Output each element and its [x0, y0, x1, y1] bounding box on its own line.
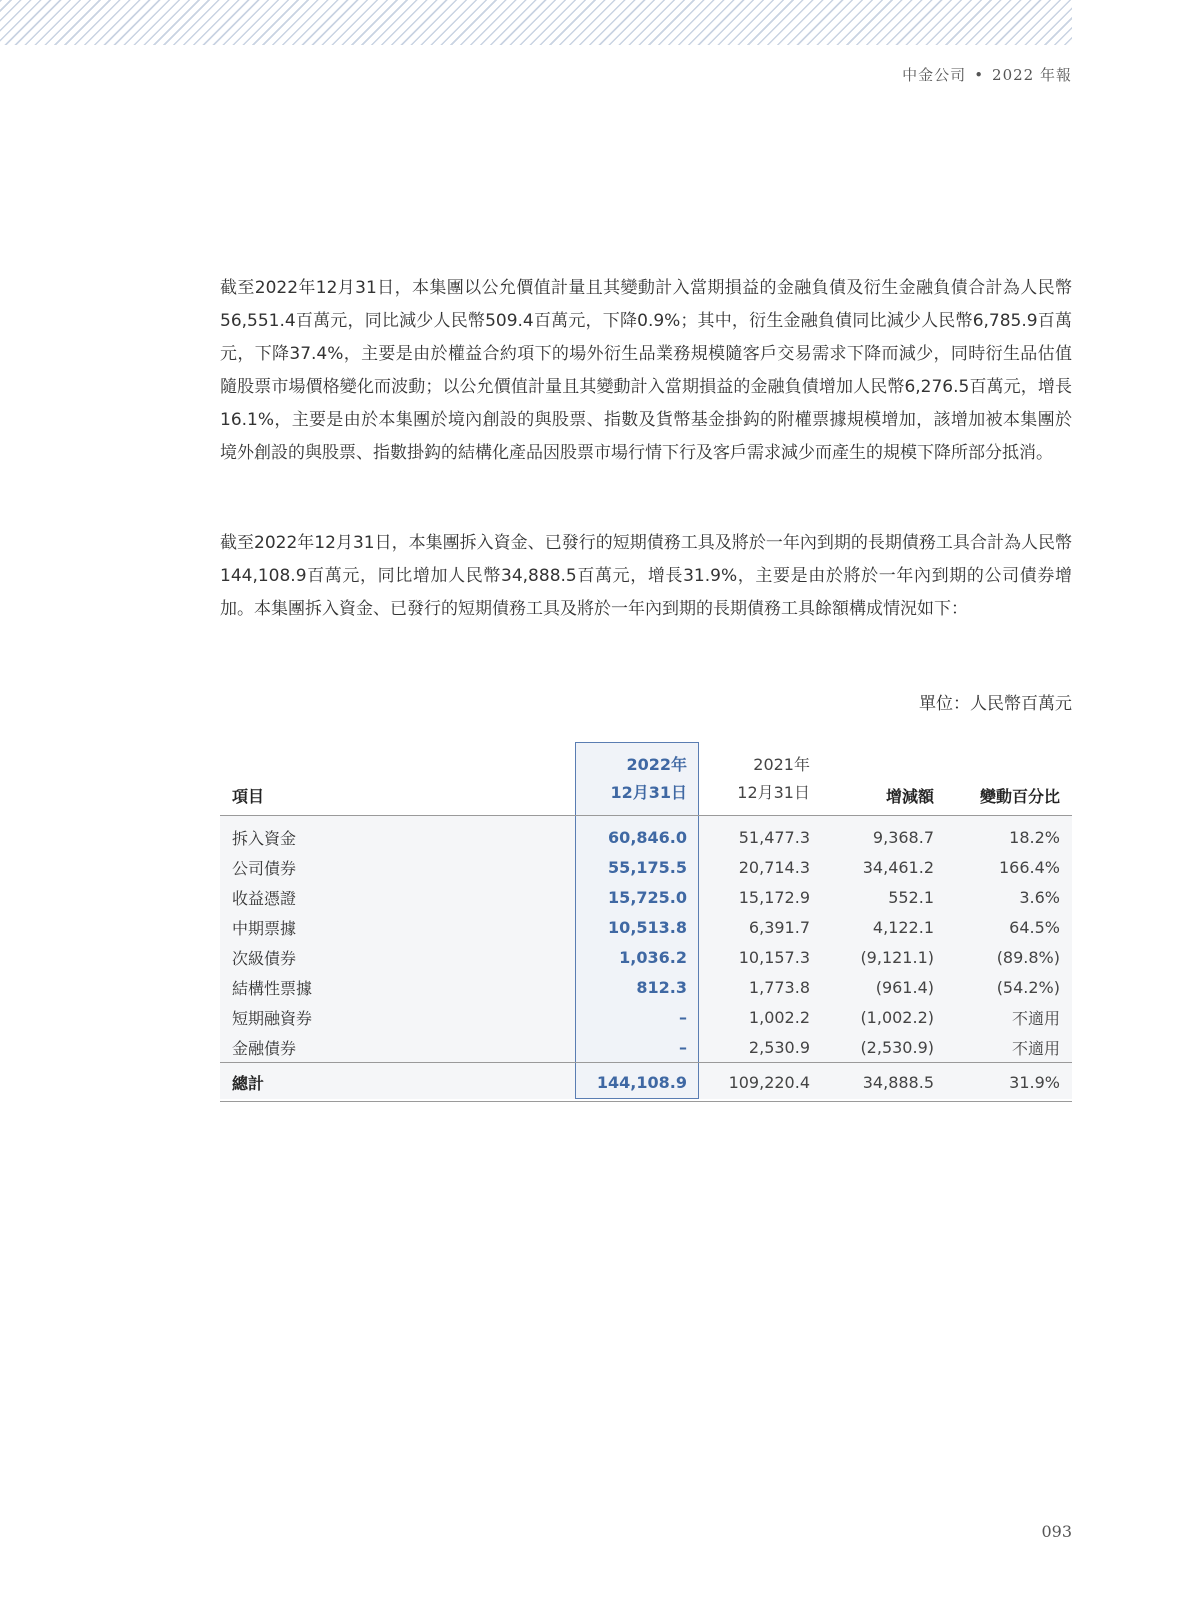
row-change: 552.1: [888, 887, 934, 907]
header-2022-year: 2022年: [626, 755, 687, 774]
row-2022-value: 15,725.0: [608, 887, 687, 907]
table-row: [220, 816, 1072, 853]
borrowings-table: [220, 742, 1072, 1102]
header-2021: [699, 742, 822, 816]
row-2022-value: 10,513.8: [608, 917, 687, 937]
header-2021-year: 2021年: [753, 755, 810, 774]
row-item: 結構性票據: [232, 978, 313, 998]
row-2021-value: 1,002.2: [748, 1007, 810, 1027]
total-item: 總計: [232, 1073, 265, 1093]
row-2022-value: 812.3: [636, 977, 687, 997]
row-change: (961.4): [875, 977, 934, 997]
row-2022-value: 1,036.2: [619, 947, 687, 967]
row-2021-value: 51,477.3: [738, 827, 810, 847]
table-header-row: [220, 742, 1072, 816]
header-separator: •: [974, 66, 985, 84]
table-row: [220, 1032, 1072, 1063]
header-change: 增減額: [885, 787, 934, 806]
row-item: 中期票據: [232, 918, 297, 938]
row-2022-value: 60,846.0: [608, 827, 687, 847]
row-change: 34,461.2: [862, 857, 934, 877]
table-row: [220, 912, 1072, 942]
row-item: 次級債券: [232, 948, 297, 968]
row-change-pct: 3.6%: [1019, 887, 1060, 907]
total-change: 34,888.5: [862, 1072, 934, 1092]
row-change: 4,122.1: [872, 917, 934, 937]
header-company: 中金公司: [902, 66, 967, 84]
header-item: 項目: [232, 787, 265, 806]
borrowings-table-container: [220, 742, 1072, 1102]
row-change: 9,368.7: [872, 827, 934, 847]
row-2021-value: 1,773.8: [748, 977, 810, 997]
row-change-pct: (89.8%): [996, 947, 1060, 967]
header-report: 2022 年報: [992, 66, 1072, 84]
row-item: 公司債券: [232, 858, 297, 878]
body-paragraph-2: 截至2022年12月31日，本集團拆入資金、已發行的短期債務工具及將於一年內到期的長期債務工具合計為人民幣144,108.9百萬元，同比增加人民幣34,888.5百萬元，增長31.9%，主要是由於將於一年內到期的公司債券增加。本集團拆入資金、已發行的短期債務工具及將於一年內到期的長期債務工具餘額構成情況如下：: [220, 533, 1072, 619]
body-paragraph-1: 截至2022年12月31日，本集團以公允價值計量且其變動計入當期損益的金融負債及衍生金融負債合計為人民幣56,551.4百萬元，同比減少人民幣509.4百萬元，下降0.9%；其中，衍生金融負債同比減少人民幣6,785.9百萬元，下降37.4%，主要是由於權益合約項下的場外衍生品業務規模隨客戶交易需求下降而減少，同時衍生品估值隨股票市場價格變化而波動；以公允價值計量且其變動計入當期損益的金融負債增加人民幣6,276.5百萬元，增長16.1%，主要是由於本集團於境內創設的與股票、指數及貨幣基金掛鈎的附權票據規模增加，該增加被本集團於境外創設的與股票、指數掛鈎的結構化產品因股票市場行情下行及客戶需求減少而產生的規模下降所部分抵消。: [220, 278, 1072, 463]
total-change-pct: 31.9%: [1009, 1072, 1060, 1092]
row-2022-value: –: [679, 1037, 687, 1057]
running-header: [902, 64, 1072, 85]
decorative-hatch-band: [0, 0, 1072, 45]
row-change-pct: 18.2%: [1009, 827, 1060, 847]
total-2021-value: 109,220.4: [728, 1072, 810, 1092]
table-row: [220, 852, 1072, 882]
header-2021-date: 12月31日: [737, 783, 810, 802]
table-row: [220, 882, 1072, 912]
row-change-pct: 166.4%: [998, 857, 1060, 877]
table-total-row: [220, 1063, 1072, 1102]
row-change-pct: 不適用: [1011, 1038, 1060, 1058]
row-item: 短期融資券: [232, 1008, 313, 1028]
header-2022: [575, 742, 699, 816]
row-2022-value: –: [679, 1007, 687, 1027]
row-2021-value: 15,172.9: [738, 887, 810, 907]
row-change-pct: 64.5%: [1009, 917, 1060, 937]
page-number: 093: [1041, 1522, 1072, 1541]
row-item: 拆入資金: [232, 828, 297, 848]
row-2021-value: 10,157.3: [738, 947, 810, 967]
row-change: (9,121.1): [860, 947, 934, 967]
row-item: 金融債券: [232, 1038, 297, 1058]
row-2022-value: 55,175.5: [608, 857, 687, 877]
table-row: [220, 972, 1072, 1002]
unit-label: 單位：人民幣百萬元: [919, 694, 1072, 714]
row-2021-value: 2,530.9: [748, 1037, 810, 1057]
row-item: 收益憑證: [232, 888, 297, 908]
row-change-pct: (54.2%): [996, 977, 1060, 997]
row-2021-value: 20,714.3: [738, 857, 810, 877]
total-2022-value: 144,108.9: [596, 1072, 687, 1092]
header-2022-date: 12月31日: [610, 783, 687, 802]
row-change: (2,530.9): [860, 1037, 934, 1057]
row-change: (1,002.2): [860, 1007, 934, 1027]
row-change-pct: 不適用: [1011, 1008, 1060, 1028]
header-change-pct: 變動百分比: [979, 787, 1060, 806]
row-2021-value: 6,391.7: [748, 917, 810, 937]
table-row: [220, 1002, 1072, 1032]
table-row: [220, 942, 1072, 972]
